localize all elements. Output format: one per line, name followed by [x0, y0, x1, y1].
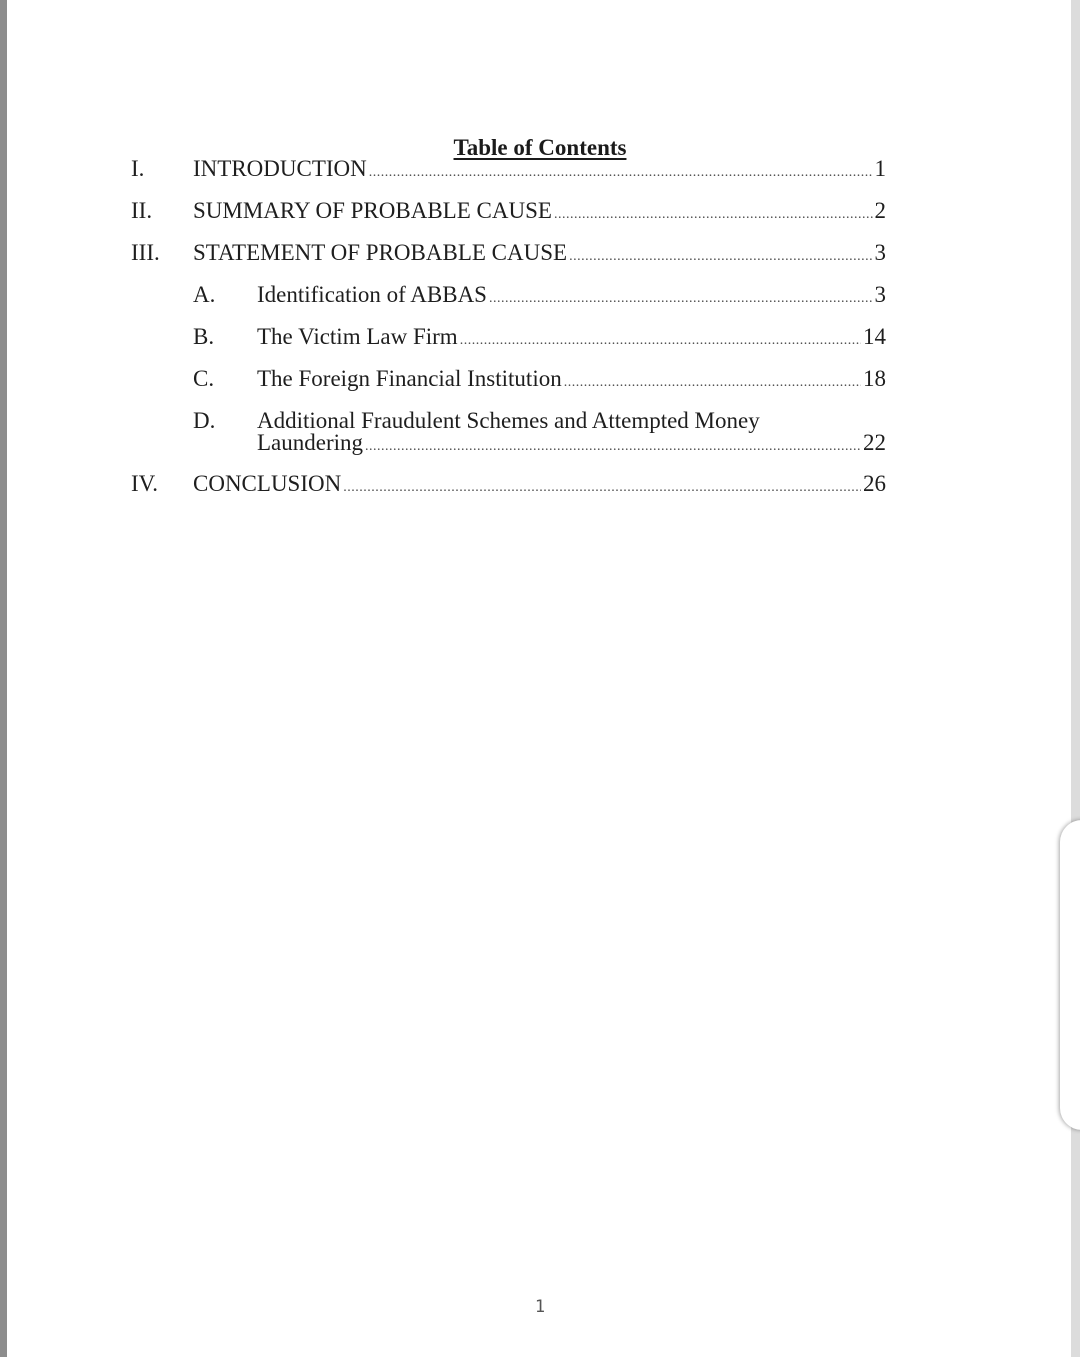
- toc-entry-page: 14: [863, 325, 886, 349]
- dot-leader: [569, 245, 872, 269]
- toc-entry-page: 18: [863, 367, 886, 391]
- toc-entry-page: 22: [863, 431, 886, 455]
- toc-entry-label: Identification of ABBAS: [257, 283, 487, 307]
- toc-entry-label: STATEMENT OF PROBABLE CAUSE: [193, 241, 568, 265]
- page-number: 1: [534, 1297, 546, 1317]
- dot-leader: [343, 476, 861, 500]
- toc-entry-number: D.: [193, 408, 216, 433]
- toc-entry-number: C.: [193, 366, 215, 391]
- toc-entry-label-line1: Additional Fraudulent Schemes and Attempted Money: [257, 408, 760, 433]
- toc-entry-label-line2: Laundering: [257, 431, 364, 455]
- toc-entry-label: SUMMARY OF PROBABLE CAUSE: [193, 199, 552, 223]
- toc-entry-page: 3: [874, 241, 886, 265]
- scroll-handle[interactable]: [1060, 820, 1080, 1130]
- toc-entry-label: INTRODUCTION: [193, 157, 367, 181]
- dot-leader: [554, 203, 873, 227]
- toc-entry-number: IV.: [131, 471, 159, 496]
- viewer-edge: [1071, 0, 1080, 1357]
- dot-leader: [489, 287, 873, 311]
- toc-entry-label: The Foreign Financial Institution: [257, 367, 562, 391]
- toc-title-text: Table of Contents: [453, 135, 627, 160]
- toc-entry-label: The Victim Law Firm: [257, 325, 458, 349]
- dot-leader: [365, 435, 861, 459]
- toc-entry-page: 3: [874, 283, 886, 307]
- toc-entry-number: B.: [193, 324, 215, 349]
- dot-leader: [369, 161, 873, 185]
- toc-entry-page: 26: [863, 472, 886, 496]
- toc-entry-number: I.: [131, 156, 145, 181]
- toc-entry-page: 2: [874, 199, 886, 223]
- toc-entry-label: CONCLUSION: [193, 472, 342, 496]
- toc-entry-number: II.: [131, 198, 153, 223]
- dot-leader: [564, 371, 861, 395]
- toc-entry-number: A.: [193, 282, 216, 307]
- toc-entry-page: 1: [874, 157, 886, 181]
- toc-entry-number: III.: [131, 240, 160, 265]
- dot-leader: [460, 329, 861, 353]
